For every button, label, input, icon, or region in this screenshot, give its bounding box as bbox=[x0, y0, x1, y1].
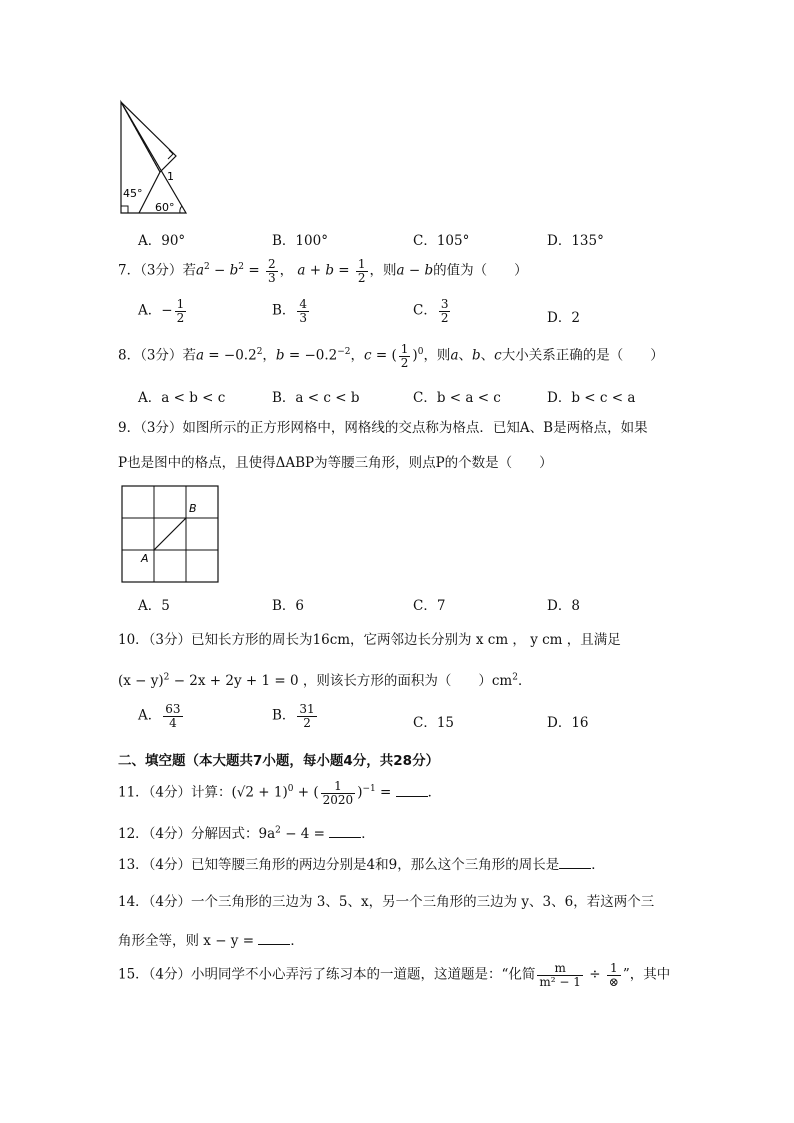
q15-question: 15．（4分）小明同学不小心弄污了练习本的一道题，这道题是：“化简 $\frac{m}{\text{m² − 1}}$ ÷ $\frac{1}{\otimes}$ ”，其中 bbox=[118, 961, 671, 989]
q9-grid-figure bbox=[120, 484, 222, 584]
q10-question-line1: 10．（3分）已知长方形的周长为16cm，它两邻边长分别为 x cm ， y cm ，且满足 bbox=[118, 632, 621, 648]
q10-question-line2: $(x - y)^2 - 2x + 2y + 1 = 0$ ，则该长方形的面积为（ ）$cm^2$． bbox=[118, 672, 532, 689]
point-a-label: A bbox=[141, 552, 149, 565]
q7-option-a[interactable]: A．− $\frac{1}{2}$ bbox=[138, 297, 185, 325]
q11-question: 11．（4分）计算：$(√2 + 1)^0$ + ( $\frac{1}{2020}$ )$^{-1}$ = ． bbox=[118, 779, 442, 807]
q9-question-line1: 9．（3分）如图所示的正方形网格中，网格线的交点称为格点．已知A、B是两格点，如果 bbox=[118, 420, 648, 436]
q7-option-c[interactable]: C． $\frac{3}{2}$ bbox=[413, 297, 449, 325]
q10-option-d[interactable]: D．16 bbox=[547, 715, 589, 731]
q8-option-b[interactable]: B．a < c < b bbox=[272, 390, 360, 406]
q9-option-b[interactable]: B．6 bbox=[272, 598, 305, 614]
q6-option-c[interactable]: C．105° bbox=[413, 233, 470, 249]
q7-question: 7．（3分）若$a^2 - b^2$ = $\frac{2}{3}$ ， a + b = $\frac{1}{2}$ ，则a − b的值为（ ） bbox=[118, 257, 528, 285]
q6-option-d[interactable]: D．135° bbox=[547, 233, 604, 249]
q6-option-a[interactable]: A．90° bbox=[138, 233, 186, 249]
q8-option-a[interactable]: A．a < b < c bbox=[138, 390, 226, 406]
q9-option-a[interactable]: A．5 bbox=[138, 598, 170, 614]
q10-option-a[interactable]: A． $\frac{63}{4}$ bbox=[138, 702, 181, 730]
angle-1-label: 1 bbox=[167, 170, 174, 183]
q14-question-line2: 角形全等，则 x − y = ． bbox=[118, 933, 304, 949]
q8-option-c[interactable]: C．b < a < c bbox=[413, 390, 501, 406]
q9-option-d[interactable]: D．8 bbox=[547, 598, 580, 614]
q10-option-c[interactable]: C．15 bbox=[413, 715, 455, 731]
angle-60-label: 60° bbox=[155, 201, 175, 214]
q11-answer-blank[interactable] bbox=[396, 784, 428, 797]
q8-option-d[interactable]: D．b < c < a bbox=[547, 390, 636, 406]
q14-answer-blank[interactable] bbox=[258, 932, 290, 945]
q6-option-b[interactable]: B．100° bbox=[272, 233, 328, 249]
q7-option-d[interactable]: D．2 bbox=[547, 310, 580, 326]
q13-answer-blank[interactable] bbox=[559, 856, 591, 869]
q12-question: 12．（4分）分解因式：$9a^2 - 4$ = ． bbox=[118, 825, 375, 842]
q10-option-b[interactable]: B． $\frac{31}{2}$ bbox=[272, 702, 315, 730]
q9-option-c[interactable]: C．7 bbox=[413, 598, 446, 614]
q12-answer-blank[interactable] bbox=[329, 825, 361, 838]
angle-45-label: 45° bbox=[123, 187, 143, 200]
q14-question-line1: 14．（4分）一个三角形的三边为 3、5、x，另一个三角形的三边为 y、3、6，若这两个三 bbox=[118, 894, 655, 910]
point-b-label: B bbox=[189, 502, 197, 515]
q7-option-b[interactable]: B． $\frac{4}{3}$ bbox=[272, 297, 308, 325]
section-2-title: 二、填空题（本大题共7小题，每小题4分，共28分） bbox=[118, 753, 440, 769]
q9-question-line2: P也是图中的格点，且使得ΔABP为等腰三角形，则点P的个数是（ ） bbox=[118, 455, 553, 471]
q6-triangle-figure bbox=[112, 96, 194, 218]
q13-question: 13．（4分）已知等腰三角形的两边分别是4和9，那么这个三角形的周长是 ． bbox=[118, 857, 605, 873]
q8-question: 8．（3分）若$a = -0.2^2$，$b = -0.2^{-2}$，c = ( $\frac{1}{2}$ )$^0$，则a、b、c大小关系正确的是（ ） bbox=[118, 342, 664, 370]
